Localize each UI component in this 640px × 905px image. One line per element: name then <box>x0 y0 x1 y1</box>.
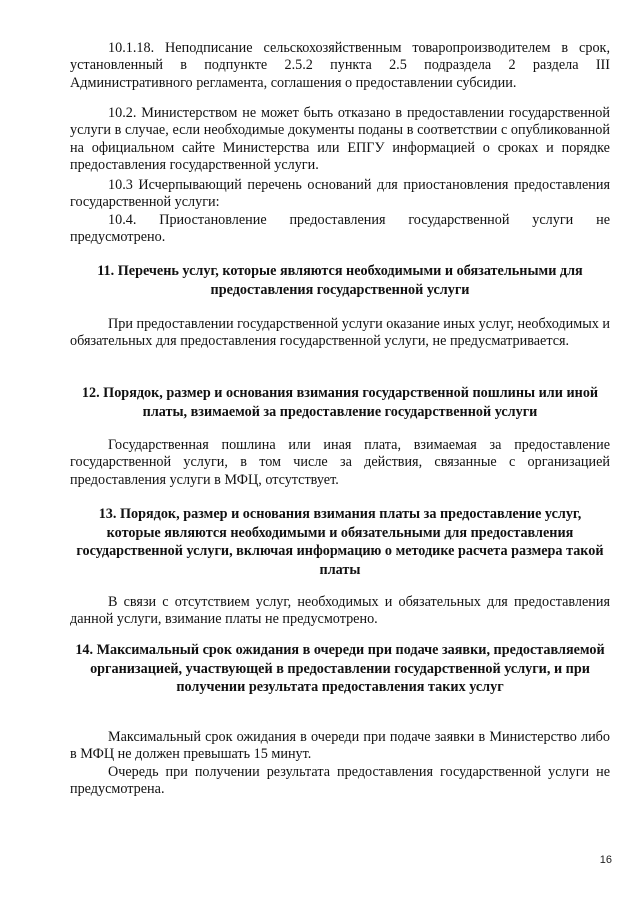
paragraph-10-1-18: 10.1.18. Неподписание сельскохозяйственным товаропроизводителем в срок, установленный в подпункте 2.5.2 пункта 2.5 подраздела 2 раздела III Административного регламента, соглашения о предоставлении субсидии. <box>70 40 610 91</box>
section-12-text: Государственная пошлина или иная плата, взимаемая за предоставление государственной услуги, в том числе за действия, связанные с организацией предоставления услуги в МФЦ, отсутствует. <box>70 437 610 488</box>
section-11-heading: 11. Перечень услуг, которые являются необходимыми и обязательными для предоставления государственной услуги <box>97 263 583 298</box>
paragraph-10-2: 10.2. Министерством не может быть отказано в предоставлении государственной услуги в случае, если необходимые документы поданы в соответствии с опубликованной на официальном сайте Министерства или ЕПГУ информацией о сроках и порядке предоставления государственной услуги. <box>70 105 610 174</box>
paragraph-10-4: 10.4. Приостановление предоставления государственной услуги не предусмотрено. <box>70 212 610 246</box>
section-11-text: При предоставлении государственной услуги оказание иных услуг, необходимых и обязательных для предоставления государственной услуги, не предусматривается. <box>70 316 610 350</box>
section-12-heading: 12. Порядок, размер и основания взимания государственной пошлины или иной платы, взимаемой за предоставление государственной услуги <box>81 385 599 420</box>
paragraph-10-3: 10.3 Исчерпывающий перечень оснований для приостановления предоставления государственной услуги: <box>70 177 610 211</box>
section-14-text-2: Очередь при получении результата предоставления государственной услуги не предусмотрена. <box>70 764 610 798</box>
page-number: 16 <box>599 854 612 866</box>
section-14-text: Максимальный срок ожидания в очереди при подаче заявки в Министерство либо в МФЦ не должен превышать 15 минут. <box>70 729 610 763</box>
section-13-heading: 13. Порядок, размер и основания взимания платы за предоставление услуг, которые являются необходимыми и обязательными для предоставления государственной услуги, включая информацию о методике расчета размера такой платы <box>76 506 604 578</box>
section-13-text: В связи с отсутствием услуг, необходимых и обязательных для предоставления данной услуги, взимание платы не предусмотрено. <box>70 594 610 628</box>
section-14-heading: 14. Максимальный срок ожидания в очереди при подаче заявки, предоставляемой организацией, участвующей в предоставлении государственной услуги, и при получении результата предоставления таких услуг <box>75 642 605 696</box>
